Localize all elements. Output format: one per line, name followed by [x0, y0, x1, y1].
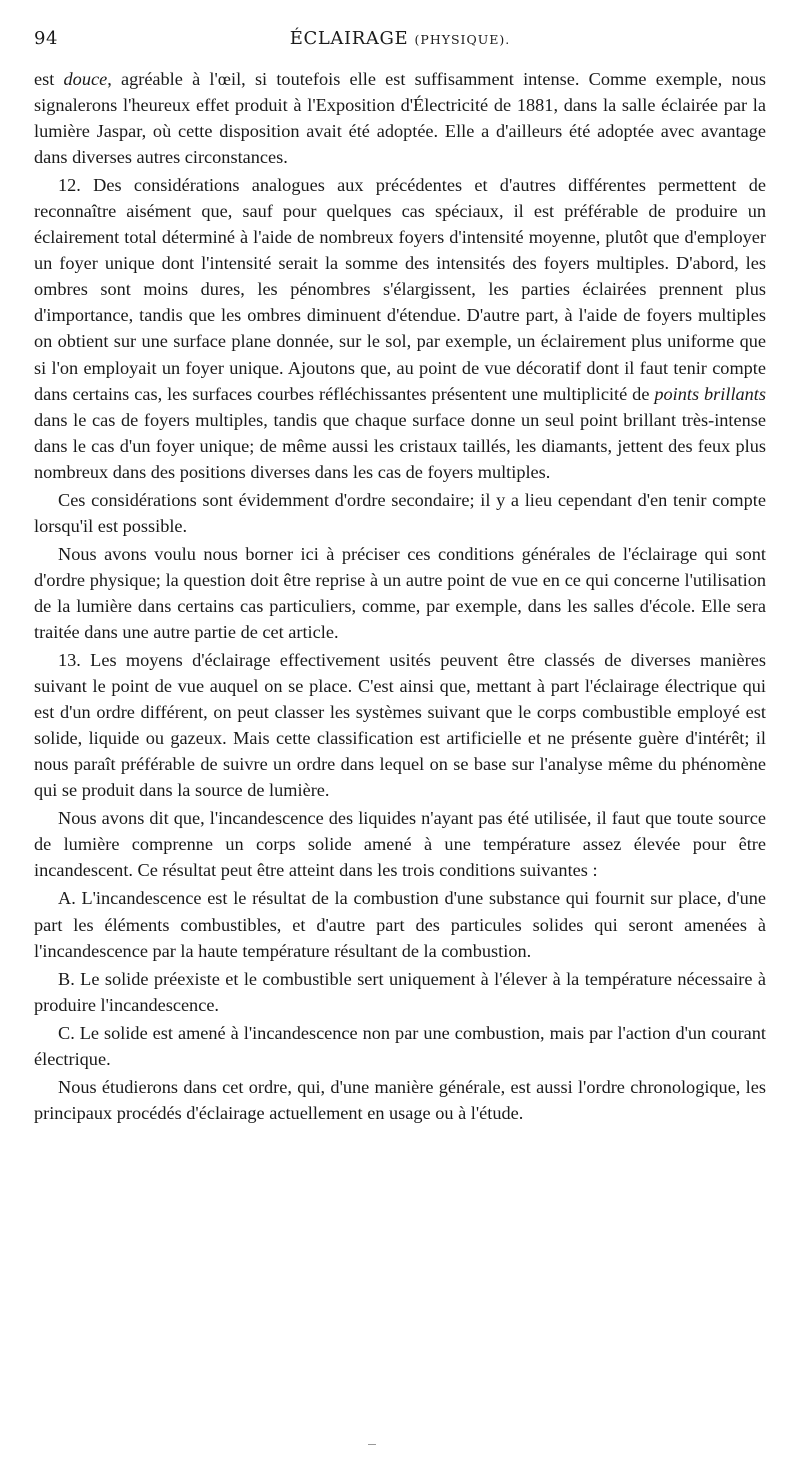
text-run: , agréable à l'œil, si toutefois elle est suffisamment intense. Comme exemple, nous signalerons l'heureux effet produit à l'Exposition d'Électricité de 1881, dans la salle éclairée par la lumière Jaspar, où cette disposition avait été adoptée. Elle a d'ailleurs été adoptée avec avantage dans diverses autres circonstances. [34, 69, 766, 168]
paragraph-p-A [34, 885, 766, 963]
document-page [34, 22, 766, 1126]
paragraph-p-cons [34, 487, 766, 539]
running-title [34, 28, 766, 49]
text-run: dans le cas de foyers multiples, tandis que chaque surface donne un seul point brillant très-intense dans le cas d'un foyer unique; de même aussi les cristaux taillés, les diamants, jettent des feux plus nombreux dans des positions diverses dans les cas de foyers multiples. [34, 409, 766, 482]
text-run: Nous avons voulu nous borner ici à préciser ces conditions générales de l'éclairage qui sont d'ordre physique; la question doit être reprise à un autre point de vue en ce qui concerne l'utilisation de la lumière dans certains cas particuliers, comme, par exemple, dans les salles d'école. Elle sera traitée dans une autre partie de cet article. [34, 543, 766, 642]
text-run: est [34, 69, 64, 89]
italic-text: points brillants [654, 383, 766, 404]
text-run: Nous étudierons dans cet ordre, qui, d'une manière générale, est aussi l'ordre chronologique, les principaux procédés d'éclairage actuellement en usage ou à l'étude. [34, 1076, 766, 1123]
page-number: 94 [34, 28, 58, 49]
text-run: C. Le solide est amené à l'incandescence non par une combustion, mais par l'action d'un courant électrique. [34, 1022, 766, 1069]
paragraph-p-C [34, 1020, 766, 1072]
running-header [34, 22, 766, 52]
text-run: 12. Des considérations analogues aux précédentes et d'autres différentes permettent de reconnaître aisément que, sauf pour quelques cas spéciaux, il est préférable de produire un éclairement total déterminé à l'aide de nombreux foyers d'intensité moyenne, plutôt que d'employer un foyer unique dont l'intensité serait la somme des intensités des foyers multiples. D'abord, les ombres sont moins dures, les pénombres s'élargissent, les parties éclairées prennent plus d'importance, tandis que les ombres diminuent d'étendue. D'autre part, à l'aide de foyers multiples on obtient sur une surface plane donnée, sur le sol, par exemple, un éclairement plus uniforme que si l'on employait un foyer unique. Ajoutons que, au point de vue décoratif dont il faut tenir compte dans certains cas, les surfaces courbes réfléchissantes présentent une multiplicité de [34, 175, 766, 404]
paragraph-p-borner [34, 541, 766, 645]
running-title-sub: (PHYSIQUE). [414, 32, 511, 47]
text-run: A. L'incandescence est le résultat de la combustion d'une substance qui fournit sur place, d'une part les éléments combustibles, et d'autre part des particules solides qui seront amenées à l'incandescence par la haute température résultant de la combustion. [34, 888, 766, 961]
text-run: B. Le solide préexiste et le combustible sert uniquement à l'élever à la température nécessaire à produire l'incandescence. [34, 968, 766, 1015]
text-run: Ces considérations sont évidemment d'ordre secondaire; il y a lieu cependant d'en tenir compte lorsqu'il est possible. [34, 489, 766, 536]
text-run: Nous avons dit que, l'incandescence des liquides n'ayant pas été utilisée, il faut que toute source de lumière comprenne un corps solide amené à une température assez élevée pour être incandescent. Ce résultat peut être atteint dans les trois conditions suivantes : [34, 808, 766, 881]
paragraph-p-final [34, 1074, 766, 1126]
running-title-main: ÉCLAIRAGE [289, 28, 409, 49]
paragraph-p-B [34, 966, 766, 1018]
body-text [34, 66, 766, 1126]
paragraph-p0 [34, 66, 766, 170]
paragraph-p-incand [34, 805, 766, 883]
paragraph-p12 [34, 172, 766, 485]
paragraph-p13 [34, 647, 766, 803]
text-run: 13. Les moyens d'éclairage effectivement usités peuvent être classés de diverses manières suivant le point de vue auquel on se place. C'est ainsi que, mettant à part l'éclairage électrique qui est d'un ordre différent, on peut classer les systèmes suivant que le corps combustible employé est solide, liquide ou gazeux. Mais cette classification est artificielle et ne présente guère d'intérêt; il nous paraît préférable de suivre un ordre dans lequel on se base sur l'analyse même du phénomène qui se produit dans la source de lumière. [34, 650, 766, 801]
page-footer-mark [368, 1444, 376, 1445]
italic-text: douce [63, 69, 108, 89]
